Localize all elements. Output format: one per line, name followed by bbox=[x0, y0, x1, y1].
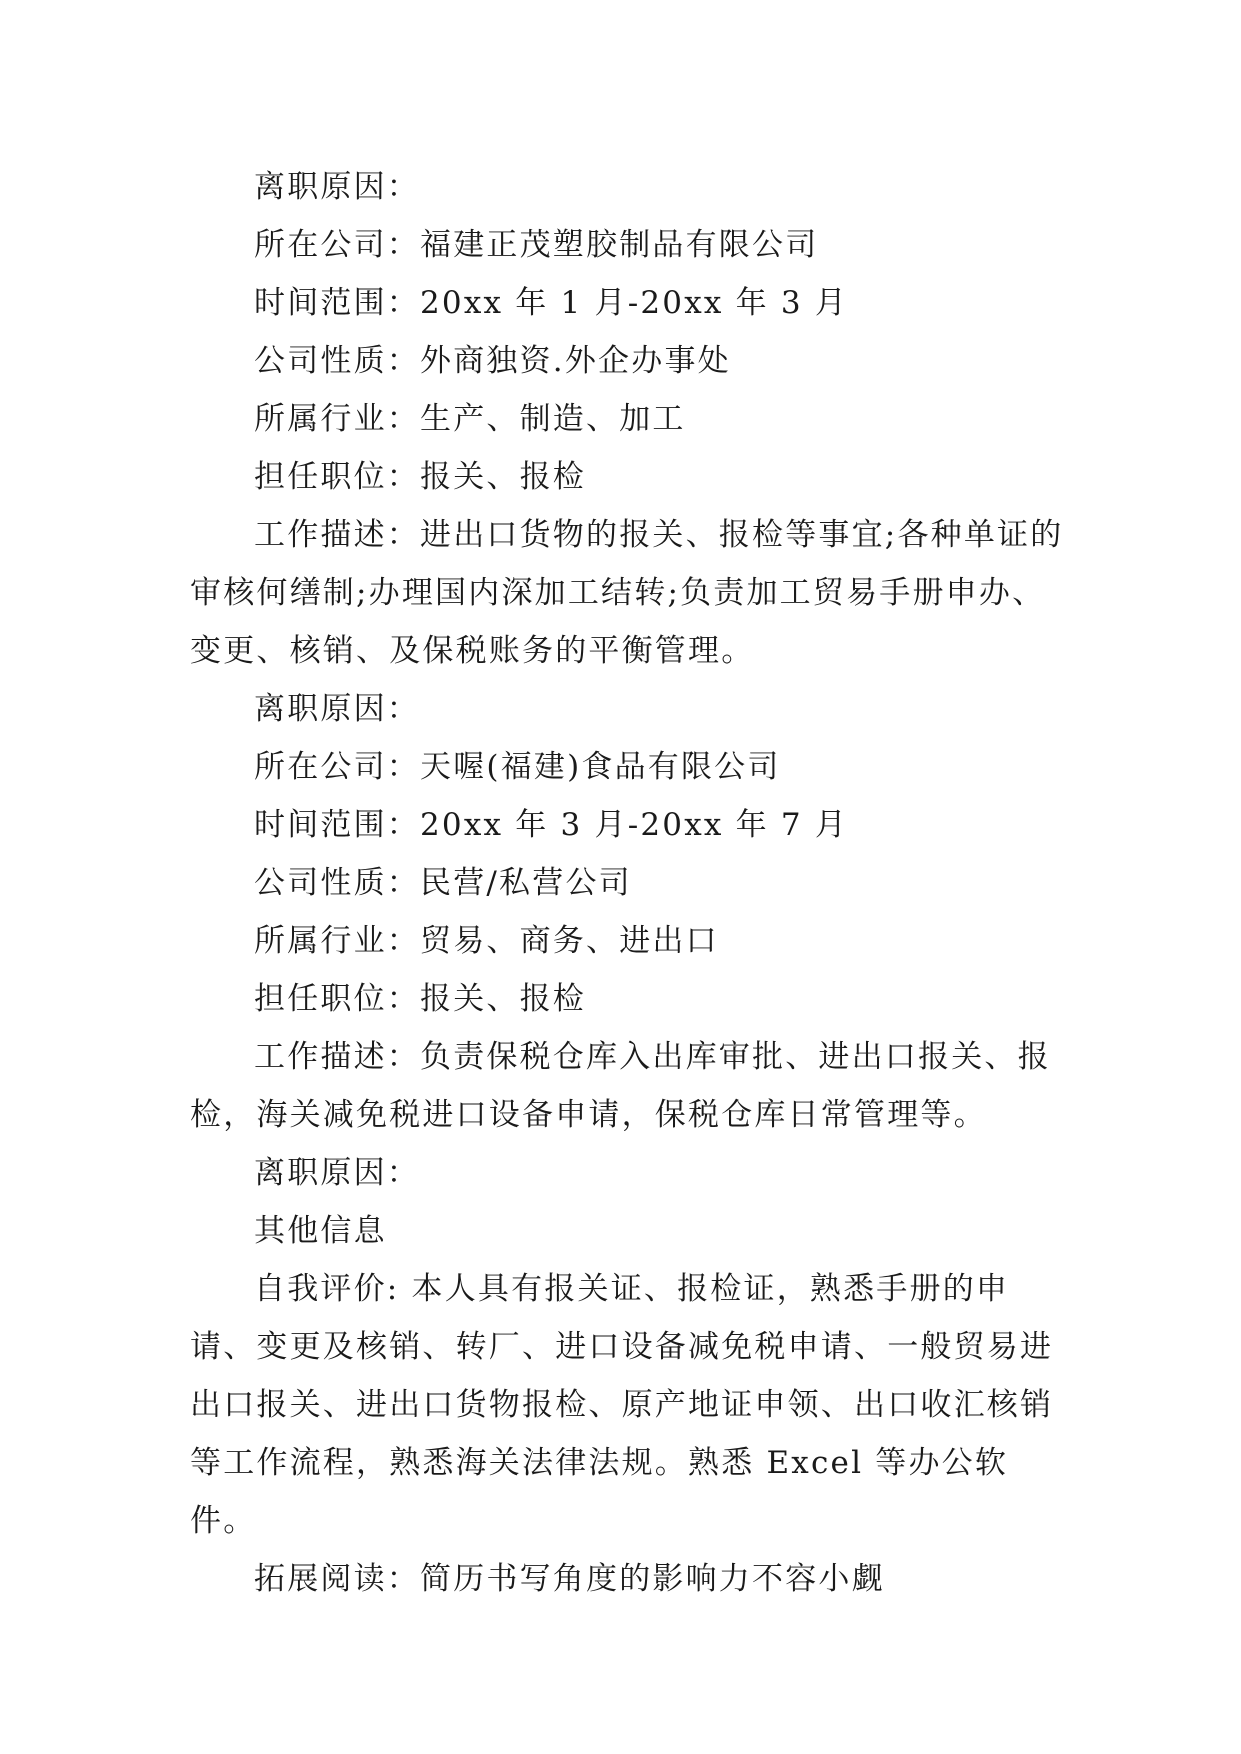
self-evaluation-paragraph: 自我评价: 本人具有报关证、报检证，熟悉手册的申请、变更及核销、转厂、进口设备减免税申请、一般贸易进出口报关、进出口货物报检、原产地证申领、出口收汇核销等工作流程，熟悉海关法律法规。熟悉 Excel 等办公软件。 bbox=[190, 1271, 1054, 1539]
job-description-paragraph: 工作描述：负责保税仓库入出库审批、进出口报关、报检，海关减免税进口设备申请，保税仓库日常管理等。 bbox=[190, 1039, 1051, 1133]
resignation-reason-line: 离职原因： bbox=[254, 691, 420, 727]
resignation-reason-line: 离职原因： bbox=[254, 1155, 420, 1191]
industry-line: 所属行业：贸易、商务、进出口 bbox=[254, 923, 719, 959]
resignation-reason-line: 离职原因： bbox=[254, 169, 420, 205]
time-range-line: 时间范围：20xx 年 3 月-20xx 年 7 月 bbox=[254, 807, 849, 843]
position-line: 担任职位：报关、报检 bbox=[254, 459, 586, 495]
time-range-line: 时间范围：20xx 年 1 月-20xx 年 3 月 bbox=[254, 285, 849, 321]
company-line: 所在公司：福建正茂塑胶制品有限公司 bbox=[254, 227, 819, 263]
company-line: 所在公司：天喔(福建)食品有限公司 bbox=[254, 749, 781, 785]
document-body bbox=[190, 158, 1070, 1608]
company-type-line: 公司性质：外商独资.外企办事处 bbox=[254, 343, 731, 379]
section-heading-other-info: 其他信息 bbox=[254, 1213, 387, 1249]
company-type-line: 公司性质：民营/私营公司 bbox=[254, 865, 632, 901]
position-line: 担任职位：报关、报检 bbox=[254, 981, 586, 1017]
job-description-paragraph: 工作描述：进出口货物的报关、报检等事宜;各种单证的审核何缮制;办理国内深加工结转;负责加工贸易手册申办、变更、核销、及保税账务的平衡管理。 bbox=[190, 517, 1064, 669]
industry-line: 所属行业：生产、制造、加工 bbox=[254, 401, 686, 437]
extended-reading-line: 拓展阅读：简历书写角度的影响力不容小觑 bbox=[254, 1561, 885, 1597]
